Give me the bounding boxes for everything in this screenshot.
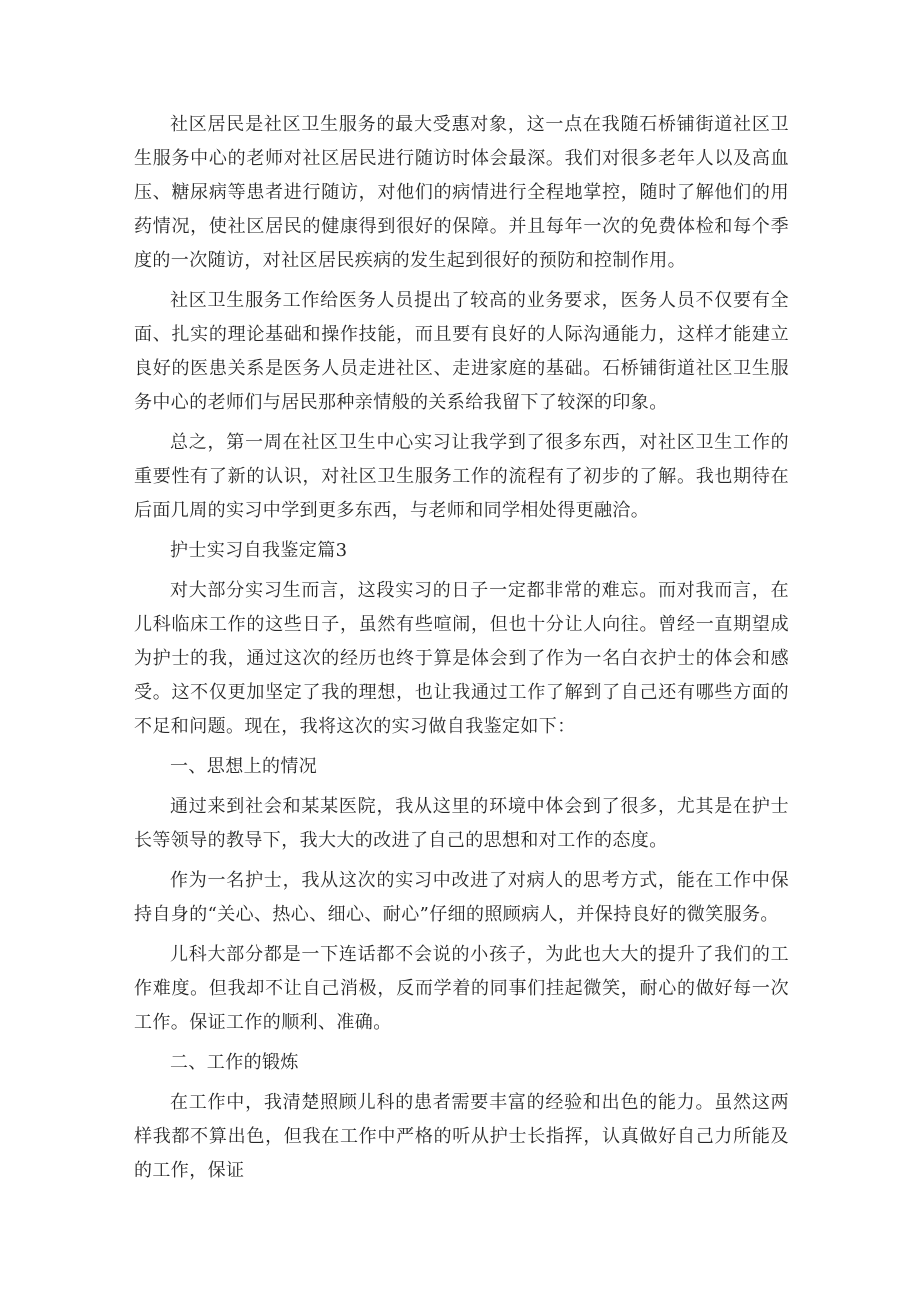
- subheading-work-training: 二、工作的锻炼: [170, 1052, 299, 1073]
- paragraph-introduction: 对大部分实习生而言，这段实习的日子一定都非常的难忘。而对我而言，在儿科临床工作的这些日子，虽然有些喧闹，但也十分让人向往。曾经一直期望成为护士的我，通过这次的经历也终于算是体会到了作为一名白衣护士的体会和感受。这不仅更加坚定了我的理想，也让我通过工作了解到了自己还有哪些方面的不足和问题。现在，我将这次的实习做自我鉴定如下：: [134, 580, 789, 737]
- paragraph-pediatrics: 儿科大部分都是一下连话都不会说的小孩子，为此也大大的提升了我们的工作难度。但我却不让自己消极，反而学着的同事们挂起微笑，耐心的做好每一次工作。保证工作的顺利、准确。: [134, 944, 789, 1033]
- document-body: [134, 108, 789, 1194]
- subheading-thoughts: 一、思想上的情况: [170, 756, 318, 777]
- paragraph-community-residents: 社区居民是社区卫生服务的最大受惠对象，这一点在我随石桥铺街道社区卫生服务中心的老师对社区居民进行随访时体会最深。我们对很多老年人以及高血压、糖尿病等患者进行随访，对他们的病情进行全程地掌控，随时了解他们的用药情况，使社区居民的健康得到很好的保障。并且每年一次的免费体检和每个季度的一次随访，对社区居民疾病的发生起到很好的预防和控制作用。: [134, 114, 789, 271]
- section-title: 护士实习自我鉴定篇3: [170, 540, 348, 561]
- paragraph-medical-staff-requirements: 社区卫生服务工作给医务人员提出了较高的业务要求，医务人员不仅要有全面、扎实的理论基础和操作技能，而且要有良好的人际沟通能力，这样才能建立良好的医患关系是医务人员走进社区、走进家庭的基础。石桥铺街道社区卫生服务中心的老师们与居民那种亲情般的关系给我留下了较深的印象。: [134, 290, 789, 413]
- paragraph-hospital-experience: 通过来到社会和某某医院，我从这里的环境中体会到了很多，尤其是在护士长等领导的教导下，我大大的改进了自己的思想和对工作的态度。: [134, 796, 789, 851]
- paragraph-nurse-attitude: 作为一名护士，我从这次的实习中改进了对病人的思考方式，能在工作中保持自身的“关心、热心、细心、耐心”仔细的照顾病人，并保持良好的微笑服务。: [134, 870, 789, 925]
- paragraph-work-practice: 在工作中，我清楚照顾儿科的患者需要丰富的经验和出色的能力。虽然这两样我都不算出色，但我在工作中严格的听从护士长指挥，认真做好自己力所能及的工作，保证: [134, 1092, 789, 1181]
- paragraph-summary: 总之，第一周在社区卫生中心实习让我学到了很多东西，对社区卫生工作的重要性有了新的认识，对社区卫生服务工作的流程有了初步的了解。我也期待在后面几周的实习中学到更多东西，与老师和同学相处得更融洽。: [134, 432, 789, 521]
